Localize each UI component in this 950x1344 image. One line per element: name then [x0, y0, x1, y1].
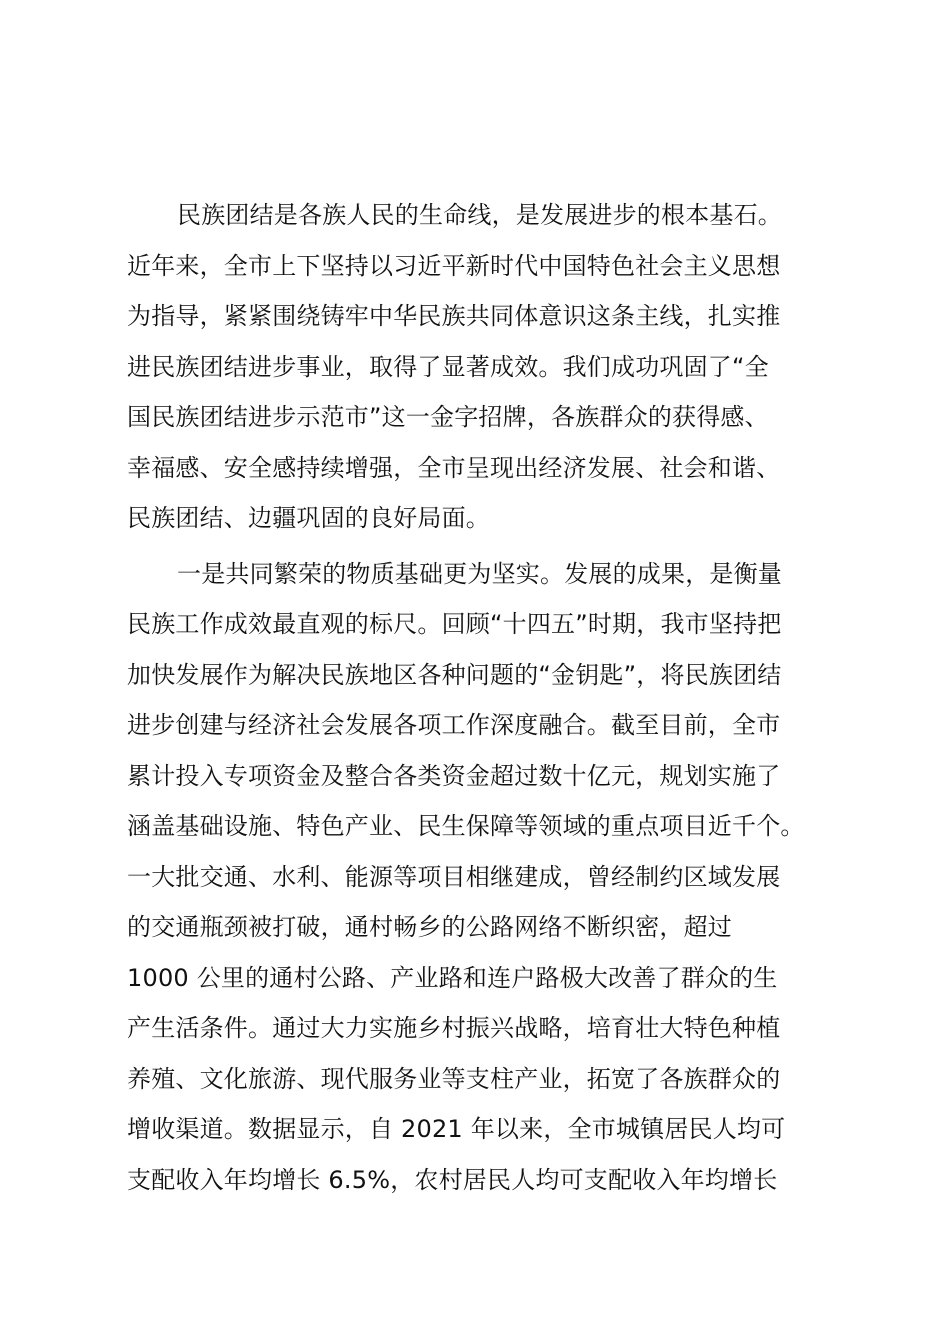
paragraph-2	[127, 549, 827, 1206]
paragraph-line: 1000 公里的通村公路、产业路和连户路极大改善了群众的生	[127, 963, 778, 992]
paragraph-line: 民族团结、边疆巩固的良好局面。	[127, 504, 490, 532]
paragraph-line: 民族工作成效最直观的标尺。回顾“十四五”时期，我市坚持把	[127, 610, 782, 638]
paragraph-line: 一大批交通、水利、能源等项目相继建成，曾经制约区域发展	[127, 862, 781, 891]
paragraph-line: 进步创建与经济社会发展各项工作深度融合。截至目前，全市	[127, 711, 781, 739]
paragraph-line: 国民族团结进步示范市”这一金字招牌，各族群众的获得感、	[127, 403, 769, 431]
paragraph-line: 的交通瓶颈被打破，通村畅乡的公路网络不断织密，超过	[127, 913, 732, 941]
paragraph-1	[127, 190, 827, 544]
paragraph-line: 幸福感、安全感持续增强，全市呈现出经济发展、社会和谐、	[127, 453, 781, 482]
paragraph-line: 涵盖基础设施、特色产业、民生保障等领域的重点项目近千个。	[127, 812, 805, 840]
paragraph-line: 一是共同繁荣的物质基础更为坚实。发展的成果，是衡量	[177, 559, 782, 588]
paragraph-line: 养殖、文化旅游、现代服务业等支柱产业，拓宽了各族群众的	[127, 1064, 781, 1093]
paragraph-line: 增收渠道。数据显示，自 2021 年以来，全市城镇居民人均可	[127, 1115, 786, 1143]
paragraph-line: 进民族团结进步事业，取得了显著成效。我们成功巩固了“全	[127, 352, 769, 381]
paragraph-line: 民族团结是各族人民的生命线，是发展进步的根本基石。	[177, 201, 782, 229]
paragraph-line: 近年来，全市上下坚持以习近平新时代中国特色社会主义思想	[127, 251, 781, 280]
paragraph-line: 累计投入专项资金及整合各类资金超过数十亿元，规划实施了	[127, 761, 781, 790]
document-body	[127, 190, 827, 1205]
paragraph-line: 支配收入年均增长 6.5%，农村居民人均可支配收入年均增长	[127, 1165, 778, 1194]
paragraph-line: 为指导，紧紧围绕铸牢中华民族共同体意识这条主线，扎实推	[127, 302, 781, 330]
paragraph-line: 加快发展作为解决民族地区各种问题的“金钥匙”，将民族团结	[127, 660, 782, 689]
paragraph-line: 产生活条件。通过大力实施乡村振兴战略，培育壮大特色种植	[127, 1014, 781, 1042]
